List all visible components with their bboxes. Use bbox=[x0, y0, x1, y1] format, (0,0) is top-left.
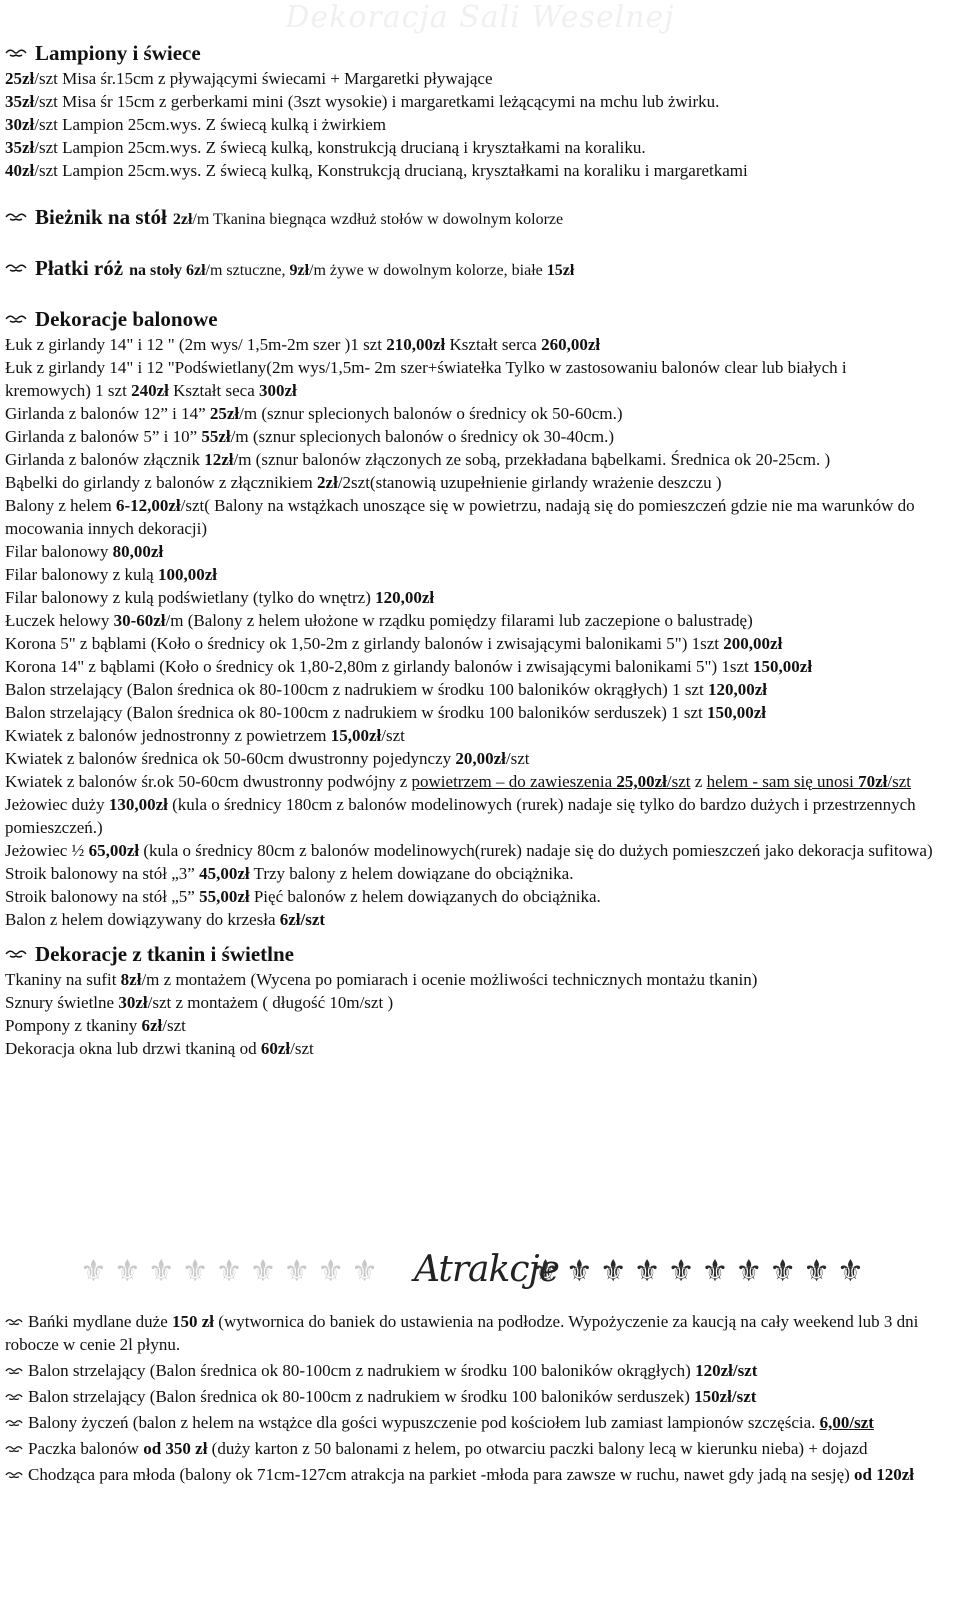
text-run: /m z montażem (Wycena po pomiarach i ocenie możliwości technicznych montażu tkanin) bbox=[141, 970, 758, 989]
text-run: Paczka balonów bbox=[28, 1439, 144, 1458]
text-run: /szt bbox=[162, 1016, 186, 1035]
section-heading-balonowe bbox=[5, 306, 935, 333]
text-run: /m żywe w dowolnym kolorze, białe bbox=[309, 262, 547, 279]
text-run: 30-60zł bbox=[113, 611, 166, 630]
text-run: Sznury świetlne bbox=[5, 993, 119, 1012]
atrakcja-item bbox=[5, 1437, 935, 1460]
text-run: 2zł bbox=[172, 211, 193, 228]
text-run: 25zł bbox=[5, 69, 35, 88]
text-run: 55zł bbox=[201, 427, 231, 446]
text-run: Łuczek helowy bbox=[5, 611, 114, 630]
text-run: Balon z helem dowiązywany do krzesła bbox=[5, 910, 280, 929]
text-run: /m (Balony z helem ułożone w rządku pomiędzy filarami lub zaczepione o balustradę) bbox=[165, 611, 753, 630]
ornament-icon bbox=[5, 1411, 23, 1421]
text-run: 120,00zł bbox=[707, 680, 767, 699]
price-line bbox=[5, 1014, 935, 1037]
ornament-icon bbox=[5, 1359, 23, 1369]
text-run: Tkaniny na sufit bbox=[5, 970, 121, 989]
text-run: Stroik balonowy na stół „3” bbox=[5, 864, 200, 883]
text-run: 150,00zł bbox=[753, 657, 813, 676]
price-line bbox=[5, 609, 935, 632]
text-run: Girlanda z balonów 12” i 14” bbox=[5, 404, 210, 423]
text-run: Jeżowiec ½ bbox=[5, 841, 89, 860]
text-run: 6zł bbox=[141, 1016, 163, 1035]
price-line bbox=[5, 862, 935, 885]
ornament-icon bbox=[5, 254, 27, 268]
text-run: Filar balonowy z kulą bbox=[5, 565, 158, 584]
text-run: Filar balonowy bbox=[5, 542, 113, 561]
text-run: /szt bbox=[887, 772, 912, 791]
section-inline-text bbox=[129, 257, 574, 284]
section-title: Dekoracje z tkanin i świetlne bbox=[35, 942, 294, 966]
price-line bbox=[5, 448, 935, 471]
price-line bbox=[5, 839, 935, 862]
text-run: 55,00zł bbox=[199, 887, 250, 906]
text-run: na stoły 6zł bbox=[129, 262, 206, 279]
text-run: Balon strzelający (Balon średnica ok 80-100cm z nadrukiem w środku 100 baloników okrągłych) 1 szt bbox=[5, 680, 708, 699]
text-run: 60zł bbox=[260, 1039, 291, 1058]
section-lines bbox=[5, 333, 935, 931]
section-heading-bieznik bbox=[5, 204, 935, 233]
text-run: Filar balonowy z kulą podświetlany (tylko do wnętrz) bbox=[5, 588, 376, 607]
section-title: Płatki róż bbox=[35, 256, 124, 280]
text-run: Łuk z girlandy 14" i 12 " (2m wys/ 1,5m-2m szer )1 szt bbox=[5, 335, 387, 354]
text-run: /2szt(stanowią uzupełnienie girlandy wrażenie deszczu ) bbox=[337, 473, 722, 492]
text-run: /szt z montażem ( długość 10m/szt ) bbox=[147, 993, 394, 1012]
price-line bbox=[5, 701, 935, 724]
ornament-icon bbox=[5, 1310, 23, 1320]
text-run: powietrzem – do zawieszenia bbox=[411, 772, 617, 791]
ornament-icon bbox=[5, 305, 27, 319]
text-run: Dekoracja okna lub drzwi tkaniną od bbox=[5, 1039, 261, 1058]
text-run: 6,00/szt bbox=[819, 1413, 874, 1432]
text-run: 210,00zł bbox=[386, 335, 446, 354]
atrakcja-item bbox=[5, 1411, 935, 1434]
text-run: /m sztuczne, bbox=[205, 262, 290, 279]
price-line bbox=[5, 991, 935, 1014]
text-run: Bańki mydlane duże bbox=[28, 1312, 172, 1331]
text-run: 200,00zł bbox=[723, 634, 783, 653]
ornament-icon bbox=[5, 1385, 23, 1395]
text-run: /m Tkanina biegnąca wzdłuż stołów w dowolnym kolorze bbox=[192, 211, 564, 228]
text-run: Kształt seca bbox=[168, 381, 259, 400]
text-run: Kwiatek z balonów śr.ok 50-60cm dwustronny podwójny z bbox=[5, 772, 412, 791]
text-run: /m (sznur splecionych balonów o średnicy ok 50-60cm.) bbox=[239, 404, 623, 423]
text-run: 9zł bbox=[289, 262, 310, 279]
price-line bbox=[5, 885, 935, 908]
price-line bbox=[5, 471, 935, 494]
text-run: 65,00zł bbox=[88, 841, 140, 860]
text-run: /szt bbox=[505, 749, 530, 768]
text-run: (kula o średnicy 180cm z balonów modelinowych (rurek) nadaje się tylko do bardzo dużych i przestrzennych pomieszczeń.) bbox=[5, 795, 916, 837]
text-run: /szt Lampion 25cm.wys. Z świecą kulką, Konstrukcją drucianą, kryształkami na koraliku i margaretkami bbox=[34, 161, 748, 180]
text-run: Girlanda z balonów złącznik bbox=[5, 450, 205, 469]
text-run: Kwiatek z balonów średnica ok 50-60cm dwustronny pojedynczy bbox=[5, 749, 456, 768]
section-heading-tkaniny bbox=[5, 941, 935, 968]
price-line bbox=[5, 563, 935, 586]
text-run: 70zł bbox=[858, 772, 888, 791]
text-run: z bbox=[690, 772, 707, 791]
text-run: Balon strzelający (Balon średnica ok 80-100cm z nadrukiem w środku 100 baloników okrągłych) bbox=[28, 1361, 696, 1380]
text-run: 120zł/szt bbox=[695, 1361, 758, 1380]
price-line bbox=[5, 67, 935, 90]
text-run: 40zł bbox=[5, 161, 35, 180]
price-line bbox=[5, 1037, 935, 1060]
text-run: /szt bbox=[290, 1039, 314, 1058]
atrakcje-banner bbox=[0, 1245, 960, 1305]
section-heading-platki bbox=[5, 255, 935, 284]
text-run: (kula o średnicy 80cm z balonów modelinowych(rurek) nadaje się do dużych pomieszczeń jako dekoracja sufitowa) bbox=[139, 841, 933, 860]
price-line bbox=[5, 724, 935, 747]
section-title: Bieżnik na stół bbox=[35, 205, 167, 229]
ornament-row-right: ⚜⚜⚜⚜⚜⚜⚜⚜⚜⚜ bbox=[532, 1255, 871, 1288]
atrakcja-item bbox=[5, 1310, 935, 1356]
price-line bbox=[5, 113, 935, 136]
text-run: 2zł bbox=[317, 473, 338, 492]
text-run: 25,00zł bbox=[616, 772, 667, 791]
text-run: 30zł bbox=[5, 115, 35, 134]
text-run: (duży karton z 50 balonami z helem, po otwarciu paczki balony lecą w kierunku nieba) + dojazd bbox=[207, 1439, 868, 1458]
price-line bbox=[5, 425, 935, 448]
text-run: 240zł bbox=[131, 381, 169, 400]
text-run: Balony życzeń (balon z helem na wstążce dla gości wypuszczenie pod kościołem lub zamiast lampionów szczęścia. bbox=[28, 1413, 820, 1432]
text-run: 120,00zł bbox=[375, 588, 435, 607]
text-run: /szt Lampion 25cm.wys. Z świecą kulką i żwirkiem bbox=[34, 115, 387, 134]
text-run: 12zł bbox=[204, 450, 234, 469]
ornament-icon bbox=[5, 1463, 23, 1473]
text-run: 25zł bbox=[209, 404, 240, 423]
text-run: od 120zł bbox=[854, 1465, 915, 1484]
atrakcja-item bbox=[5, 1463, 935, 1486]
price-line bbox=[5, 968, 935, 991]
price-line bbox=[5, 159, 935, 182]
text-run: 130,00zł bbox=[108, 795, 168, 814]
text-run: 300zł bbox=[259, 381, 297, 400]
text-run: Korona 14" z bąblami (Koło o średnicy ok 1,80-2,80m z girlandy balonów i zwisającymi balonikami 5") 1szt bbox=[5, 657, 754, 676]
price-line bbox=[5, 402, 935, 425]
text-run: /szt bbox=[381, 726, 405, 745]
text-run: Łuk z girlandy 14" i 12 "Podświetlany(2m wys/1,5m- 2m szer+światełka Tylko w zastosowaniu balonów clear lub białych i kremowych) 1 szt bbox=[5, 358, 847, 400]
text-run: Pięć balonów z helem dowiązanych do obciążnika. bbox=[249, 887, 601, 906]
price-line bbox=[5, 678, 935, 701]
section-inline-text bbox=[173, 206, 563, 233]
text-run: 15zł bbox=[546, 262, 575, 279]
text-run: Kształt serca bbox=[445, 335, 542, 354]
ornament-icon bbox=[5, 39, 27, 53]
watermark: Dekoracja Sali Weselnej bbox=[285, 0, 675, 35]
ornament-row-left: ⚜⚜⚜⚜⚜⚜⚜⚜⚜ bbox=[80, 1255, 386, 1288]
text-run: 150zł/szt bbox=[694, 1387, 757, 1406]
text-run: 100,00zł bbox=[157, 565, 217, 584]
price-line bbox=[5, 793, 935, 839]
text-run: Girlanda z balonów 5” i 10” bbox=[5, 427, 202, 446]
section-title: Lampiony i świece bbox=[35, 41, 201, 65]
price-line bbox=[5, 136, 935, 159]
text-run: 260,00zł bbox=[541, 335, 601, 354]
ornament-icon bbox=[5, 940, 27, 954]
price-line bbox=[5, 540, 935, 563]
text-run: 150,00zł bbox=[707, 703, 767, 722]
text-run: Bąbelki do girlandy z balonów z złącznikiem bbox=[5, 473, 318, 492]
price-line bbox=[5, 494, 935, 540]
text-run: 45,00zł bbox=[199, 864, 250, 883]
text-run: Jeżowiec duży bbox=[5, 795, 109, 814]
text-run: 30zł bbox=[118, 993, 148, 1012]
text-run: Korona 5" z bąblami (Koło o średnicy ok 1,50-2m z girlandy balonów i zwisającymi balonikami 5") 1szt bbox=[5, 634, 724, 653]
price-line bbox=[5, 655, 935, 678]
text-run: /m (sznur splecionych balonów o średnicy ok 30-40cm.) bbox=[230, 427, 615, 446]
text-run: /szt bbox=[666, 772, 691, 791]
atrakcja-item bbox=[5, 1385, 935, 1408]
text-run: 35zł bbox=[5, 138, 35, 157]
price-line bbox=[5, 90, 935, 113]
section-lines bbox=[5, 968, 935, 1060]
text-run: 8zł bbox=[120, 970, 142, 989]
text-run: /szt Misa śr.15cm z pływającymi świecami + Margaretki pływające bbox=[34, 69, 493, 88]
atrakcje-list bbox=[5, 1310, 935, 1489]
section-title: Dekoracje balonowe bbox=[35, 307, 218, 331]
text-run: 20,00zł bbox=[455, 749, 506, 768]
price-line bbox=[5, 747, 935, 770]
text-run: Balon strzelający (Balon średnica ok 80-100cm z nadrukiem w środku 100 baloników serduszek) 1 szt bbox=[5, 703, 708, 722]
text-run: /m (sznur balonów złączonych ze sobą, przekładana bąbelkami. Średnica ok 20-25cm. ) bbox=[233, 450, 831, 469]
atrakcje-title: Atrakcje bbox=[414, 1249, 559, 1290]
text-run: Pompony z tkaniny bbox=[5, 1016, 142, 1035]
price-line bbox=[5, 770, 935, 793]
text-run: 6-12,00zł bbox=[115, 496, 181, 515]
text-run: Balon strzelający (Balon średnica ok 80-100cm z nadrukiem w środku 100 baloników serduszek) bbox=[28, 1387, 695, 1406]
price-line bbox=[5, 333, 935, 356]
text-run: Stroik balonowy na stół „5” bbox=[5, 887, 200, 906]
text-run: helem - sam się unosi bbox=[706, 772, 859, 791]
text-run: 80,00zł bbox=[112, 542, 164, 561]
ornament-icon bbox=[5, 203, 27, 217]
section-lines bbox=[5, 67, 935, 182]
text-run: /szt Lampion 25cm.wys. Z świecą kulką, konstrukcją drucianą i kryształkami na koraliku. bbox=[34, 138, 646, 157]
text-run: Kwiatek z balonów jednostronny z powietrzem bbox=[5, 726, 331, 745]
text-run: 15,00zł bbox=[330, 726, 382, 745]
text-run: Balony z helem bbox=[5, 496, 116, 515]
price-line bbox=[5, 632, 935, 655]
ornament-icon bbox=[5, 1437, 23, 1447]
section-heading-lampiony bbox=[5, 40, 935, 67]
text-run: /szt( Balony na wstążkach unoszące się w powietrzu, nadają się do pomieszczeń gdzie nie ma warunków do mocowania innych dekoracji) bbox=[5, 496, 915, 538]
text-run: od 350 zł bbox=[143, 1439, 208, 1458]
text-run: 150 zł bbox=[172, 1312, 215, 1331]
text-run: 6zł/szt bbox=[279, 910, 326, 929]
price-line bbox=[5, 586, 935, 609]
price-list bbox=[5, 40, 935, 1060]
text-run: (wytwornica do baniek do ustawienia na podłodze. Wypożyczenie za kaucją na cały weekend lub 3 dni robocze w cenie 2l płynu. bbox=[5, 1312, 919, 1354]
price-line bbox=[5, 356, 935, 402]
text-run: 35zł bbox=[5, 92, 35, 111]
atrakcja-item bbox=[5, 1359, 935, 1382]
price-line bbox=[5, 908, 935, 931]
text-run: /szt Misa śr 15cm z gerberkami mini (3szt wysokie) i margaretkami leżącącymi na mchu lub żwirku. bbox=[34, 92, 720, 111]
text-run: Trzy balony z helem dowiązane do obciążnika. bbox=[249, 864, 574, 883]
text-run: Chodząca para młoda (balony ok 71cm-127cm atrakcja na parkiet -młoda para zawsze w ruchu, nawet gdy jadą na sesję) bbox=[28, 1465, 855, 1484]
